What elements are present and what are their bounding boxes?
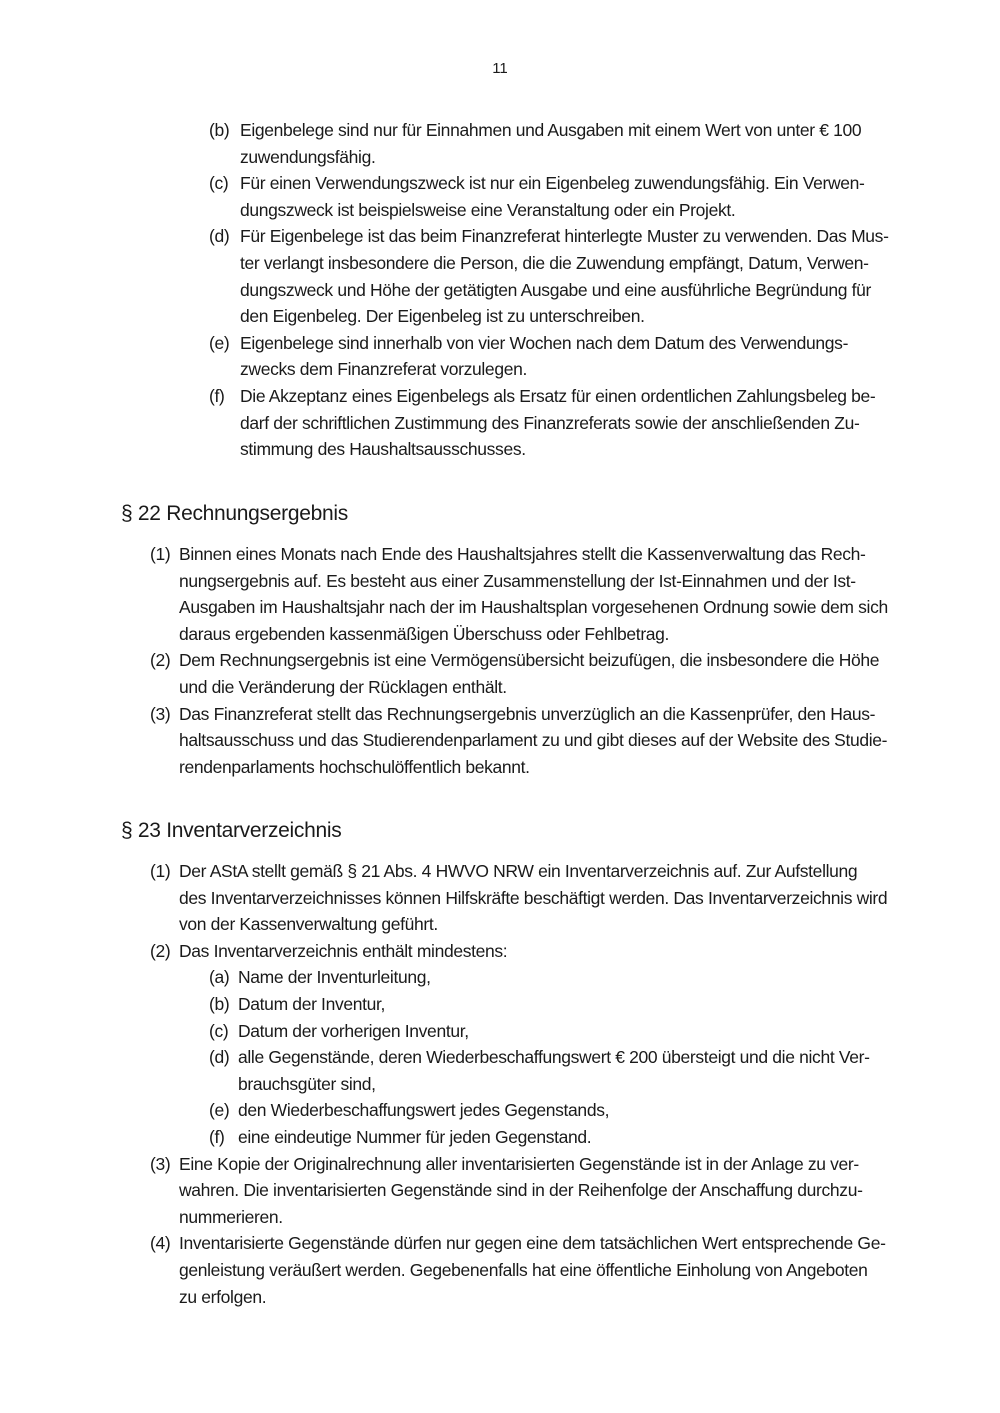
list-item [150,541,910,647]
list-line: Eigenbelege sind nur für Einnahmen und Ausgaben mit einem Wert von unter € 100 [240,120,862,140]
list-marker: (3) [150,1153,171,1174]
list-line: von der Kassenverwaltung geführt. [179,914,438,935]
list-marker: (d) [209,1047,230,1068]
intro-list [209,117,909,463]
list-line: rendenparlaments hochschulöffentlich bekannt. [179,756,530,777]
list-item [150,1230,910,1310]
list-item [150,1151,910,1231]
list-item [150,938,910,1151]
list-line: Dem Rechnungsergebnis ist eine Vermögensübersicht beizufügen, die insbesondere die Höhe [179,650,880,671]
list-line: alle Gegenstände, deren Wiederbeschaffungswert € 200 übersteigt und die nicht Ver- [238,1047,870,1068]
list-marker: (a) [209,967,230,988]
list-line: zuwendungsfähig. [240,146,376,167]
list-line: Ausgaben im Haushaltsjahr nach der im Haushaltsplan vorgesehenen Ordnung sowie dem sich [179,597,888,618]
list-line: Eigenbelege sind innerhalb von vier Wochen nach dem Datum des Verwendungs- [240,332,849,353]
list-item [150,858,910,938]
list-marker: (2) [150,940,171,961]
list-item [209,1044,910,1097]
list-item [209,964,910,991]
list-line: wahren. Die inventarisierten Gegenstände sind in der Reihenfolge der Anschaffung durchzu- [179,1180,863,1201]
list-marker: (e) [209,1100,230,1121]
list-line: Datum der vorherigen Inventur, [238,1020,469,1041]
list-line: und die Veränderung der Rücklagen enthält. [179,676,507,697]
list-item [150,701,910,781]
list-line: nungsergebnis auf. Es besteht aus einer Zusammenstellung der Ist-Einnahmen und der Ist- [179,570,856,591]
list-line: Die Akzeptanz eines Eigenbelegs als Ersatz für einen ordentlichen Zahlungsbeleg be- [240,385,876,406]
list-marker: (b) [209,120,230,140]
list-line: den Eigenbeleg. Der Eigenbeleg ist zu unterschreiben. [240,306,645,327]
list-item [209,1124,910,1151]
list-item [209,383,909,463]
list-line: Das Finanzreferat stellt das Rechnungsergebnis unverzüglich an die Kassenprüfer, den Haus- [179,703,876,724]
section-22-list [150,541,910,780]
list-line: dungszweck und Höhe der getätigten Ausgabe und eine ausführliche Begründung für [240,279,872,300]
list-marker: (d) [209,226,230,247]
list-marker: (1) [150,544,171,564]
list-item [209,991,910,1018]
list-line: Das Inventarverzeichnis enthält mindestens: [179,940,508,961]
list-line: zwecks dem Finanzreferat vorzulegen. [240,359,527,380]
list-marker: (4) [150,1233,171,1254]
list-line: Für einen Verwendungszweck ist nur ein Eigenbeleg zuwendungsfähig. Ein Verwen- [240,173,865,194]
list-marker: (2) [150,650,171,671]
list-marker: (f) [209,385,225,406]
list-line: ter verlangt insbesondere die Person, die die Zuwendung empfängt, Datum, Verwen- [240,252,869,273]
list-line: des Inventarverzeichnisses können Hilfskräfte beschäftigt werden. Das Inventarverzeichnis wird [179,887,888,908]
list-item [209,117,909,170]
list-line: Eine Kopie der Originalrechnung aller inventarisierten Gegenstände ist in der Anlage zu ver- [179,1153,859,1174]
list-marker: (b) [209,993,230,1014]
list-line: brauchsgüter sind, [238,1073,376,1094]
list-line: darf der schriftlichen Zustimmung des Finanzreferats sowie der anschließenden Zu- [240,412,860,433]
list-line: zu erfolgen. [179,1286,267,1307]
list-line: stimmung des Haushaltsausschusses. [240,439,526,460]
list-marker: (1) [150,861,171,881]
list-item [150,647,910,700]
list-marker: (3) [150,703,171,724]
list-item [209,1097,910,1124]
list-marker: (e) [209,332,230,353]
list-item [209,223,909,329]
list-line: daraus ergebenden kassenmäßigen Überschuss oder Fehlbetrag. [179,623,670,644]
inventory-sub-list [209,964,910,1150]
list-line: Inventarisierte Gegenstände dürfen nur gegen eine dem tatsächlichen Wert entsprechende Ge- [179,1233,886,1254]
section-23-list [150,858,910,1310]
list-marker: (f) [209,1126,225,1147]
list-marker: (c) [209,1020,229,1041]
list-line: eine eindeutige Nummer für jeden Gegenstand. [238,1126,592,1147]
list-line: genleistung veräußert werden. Gegebenenfalls hat eine öffentliche Einholung von Angeboten [179,1259,868,1280]
list-line: Der AStA stellt gemäß § 21 Abs. 4 HWVO NRW ein Inventarverzeichnis auf. Zur Aufstellung [179,861,858,881]
list-marker: (c) [209,173,229,194]
list-item [209,170,909,223]
page-number: 11 [492,60,508,77]
list-line: Name der Inventurleitung, [238,967,431,988]
list-line: dungszweck ist beispielsweise eine Veranstaltung oder ein Projekt. [240,199,736,220]
list-item [209,330,909,383]
list-line: Binnen eines Monats nach Ende des Haushaltsjahres stellt die Kassenverwaltung das Rech- [179,544,866,564]
list-line: den Wiederbeschaffungswert jedes Gegenstands, [238,1100,610,1121]
list-line: haltsausschuss und das Studierendenparlament zu und gibt dieses auf der Website des Studie- [179,730,888,751]
list-line: Für Eigenbelege ist das beim Finanzreferat hinterlegte Muster zu verwenden. Das Mus- [240,226,889,247]
list-item [209,1018,910,1045]
list-line: Datum der Inventur, [238,993,386,1014]
section-22-heading: § 22 Rechnungsergebnis [121,502,348,525]
list-line: nummerieren. [179,1206,283,1227]
section-23-heading: § 23 Inventarverzeichnis [121,819,342,842]
